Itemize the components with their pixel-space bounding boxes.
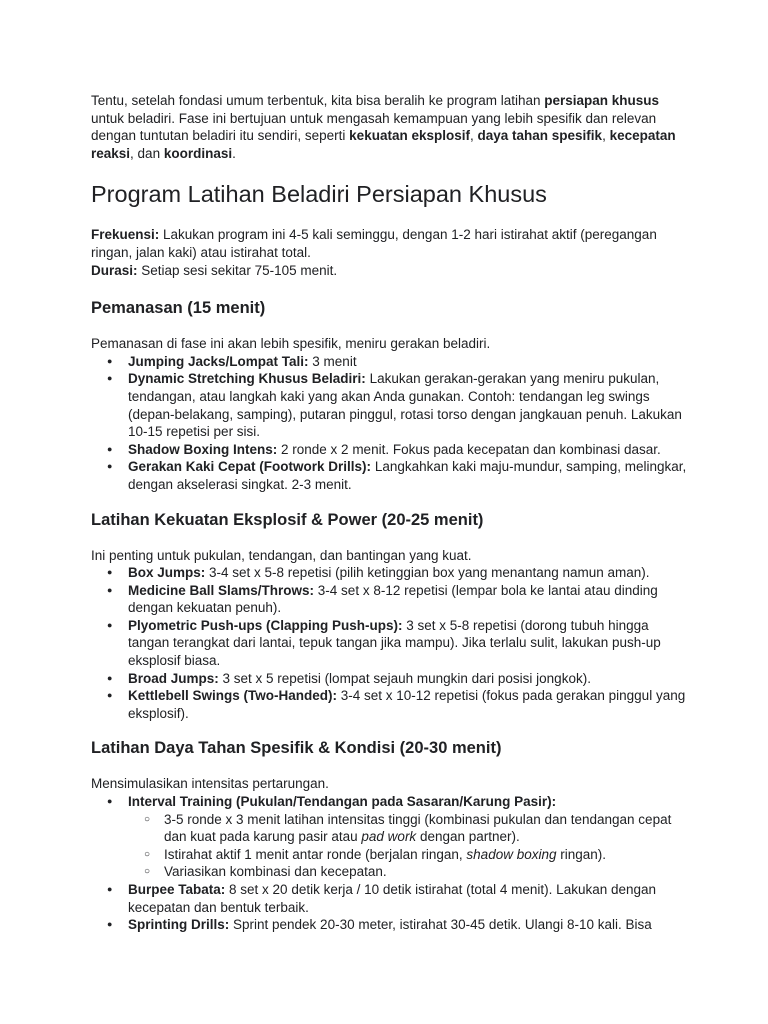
section-heading: Pemanasan (15 menit): [91, 299, 266, 318]
program-meta: [91, 226, 688, 279]
item-italic: pad work: [361, 829, 417, 845]
item-label: Broad Jumps:: [128, 670, 219, 686]
list-item: [128, 617, 688, 670]
item-label: Dynamic Stretching Khusus Beladiri:: [128, 371, 366, 387]
frequency-label: Frekuensi:: [91, 227, 160, 243]
intro-text: , dan: [130, 145, 164, 161]
item-label: Burpee Tabata:: [128, 882, 226, 897]
sublist-item: ○ Variasikan kombinasi dan kecepatan.: [164, 863, 688, 881]
section-warmup: [91, 297, 688, 493]
item-label: Plyometric Push-ups (Clapping Push-ups):: [128, 617, 403, 633]
item-text: Langkahkan kaki maju-mundur, samping, melingkar, dengan akselerasi singkat. 2-3 menit.: [128, 459, 687, 492]
item-text: 3 menit: [308, 353, 357, 369]
warmup-list: [91, 353, 688, 494]
list-item: [128, 458, 688, 493]
section-heading: Latihan Kekuatan Eksplosif & Power (20-25 menit): [91, 510, 484, 529]
intro-text: ,: [602, 128, 610, 144]
intro-bold-term: persiapan khusus: [544, 93, 660, 108]
frequency-text: Lakukan program ini 4-5 kali seminggu, dengan 1-2 hari istirahat aktif (peregangan ringan, jalan kaki) atau istirahat total.: [91, 227, 657, 260]
intro-text: Tentu, setelah fondasi umum terbentuk, kita bisa beralih ke program latihan: [91, 93, 545, 108]
item-text: 3-4 set x 8-12 repetisi (lempar bola ke lantai atau dinding dengan kekuatan penuh).: [128, 582, 658, 616]
list-item: [128, 564, 688, 582]
item-text: dengan partner).: [416, 829, 520, 845]
item-text: 3-4 set x 10-12 repetisi (fokus pada gerakan pinggul yang eksplosif).: [128, 688, 686, 721]
intro-bold-term: koordinasi: [163, 145, 233, 161]
section-heading: Latihan Daya Tahan Spesifik & Kondisi (20-30 menit): [91, 739, 502, 758]
section-intro: Mensimulasikan intensitas pertarungan.: [91, 776, 329, 792]
item-label: Medicine Ball Slams/Throws:: [128, 582, 315, 598]
section-intro: Pemanasan di fase ini akan lebih spesifik, meniru gerakan beladiri.: [91, 336, 491, 352]
power-list: [91, 564, 688, 722]
item-label: Interval Training (Pukulan/Tendangan pada Sasaran/Karung Pasir):: [128, 794, 557, 810]
section-intro: Ini penting untuk pukulan, tendangan, dan bantingan yang kuat.: [91, 547, 472, 563]
item-text: ringan).: [556, 846, 607, 862]
intro-paragraph: [91, 92, 688, 162]
page-title: Program Latihan Beladiri Persiapan Khusus: [91, 181, 547, 208]
item-italic: shadow boxing: [466, 846, 557, 862]
item-text: Istirahat aktif 1 menit antar ronde (berjalan ringan,: [164, 846, 467, 862]
intro-bold-term: daya tahan spesifik: [477, 128, 603, 144]
item-text: 3 set x 5 repetisi (lompat sejauh mungkin dari posisi jongkok).: [218, 670, 591, 686]
item-text: 3-5 ronde x 3 menit latihan intensitas tinggi (kombinasi pukulan dan tendangan cepat dan kuat pada karung pasir atau: [164, 811, 672, 845]
section-power: [91, 509, 688, 723]
list-item: [128, 881, 688, 916]
item-label: Gerakan Kaki Cepat (Footwork Drills):: [128, 459, 372, 475]
intro-text: untuk beladiri. Fase ini bertujuan untuk mengasah kemampuan yang lebih spesifik dan relevan dengan tuntutan beladiri itu sendiri, seperti: [91, 110, 657, 144]
sublist-item: [164, 811, 688, 846]
item-text: 3 set x 5-8 repetisi (dorong tubuh hingga tangan terangkat dari lantai, tepuk tangan jika mampu). Jika terlalu sulit, lakukan push-up eksplosif biasa.: [128, 617, 661, 669]
section-endurance: [91, 737, 688, 933]
frequency-line: [91, 226, 688, 261]
list-item: [128, 687, 688, 722]
duration-line: [91, 262, 688, 280]
intro-text: .: [232, 145, 236, 161]
interval-sublist: [128, 811, 688, 881]
list-item: [128, 793, 688, 881]
list-item: [128, 582, 688, 617]
item-text: Lakukan gerakan-gerakan yang meniru pukulan, tendangan, atau langkah kaki yang akan Anda gunakan. Contoh: tendangan leg swings (depan-belakang, samping), putaran pinggul, rotasi torso dengan jangkauan penuh. Lakukan 10-15 repetisi per sisi.: [128, 371, 682, 440]
item-text: Sprint pendek 20-30 meter, istirahat 30-45 detik. Ulangi 8-10 kali. Bisa: [229, 917, 652, 933]
duration-label: Durasi:: [91, 262, 138, 278]
list-item: [128, 370, 688, 440]
item-text: 3-4 set x 5-8 repetisi (pilih ketinggian box yang menantang namun aman).: [205, 565, 650, 581]
item-label: Box Jumps:: [128, 565, 206, 581]
item-text: 8 set x 20 detik kerja / 10 detik istirahat (total 4 menit). Lakukan dengan kecepatan dan bentuk terbaik.: [128, 882, 657, 915]
duration-text: Setiap sesi sekitar 75-105 menit.: [137, 262, 338, 278]
item-label: Kettlebell Swings (Two-Handed):: [128, 688, 337, 704]
intro-bold-term: kecepatan reaksi: [91, 128, 676, 161]
item-label: Shadow Boxing Intens:: [128, 441, 278, 457]
list-item: [128, 441, 688, 459]
intro-bold-term: kekuatan eksplosif: [349, 128, 470, 144]
sublist-item: [164, 846, 688, 864]
list-item: [128, 670, 688, 688]
item-label: Sprinting Drills:: [128, 917, 230, 933]
item-label: Jumping Jacks/Lompat Tali:: [128, 353, 309, 369]
list-item: [128, 916, 688, 934]
list-item: [128, 353, 688, 371]
item-text: 2 ronde x 2 menit. Fokus pada kecepatan dan kombinasi dasar.: [277, 441, 661, 457]
endurance-list: [91, 793, 688, 934]
intro-text: ,: [469, 128, 478, 144]
